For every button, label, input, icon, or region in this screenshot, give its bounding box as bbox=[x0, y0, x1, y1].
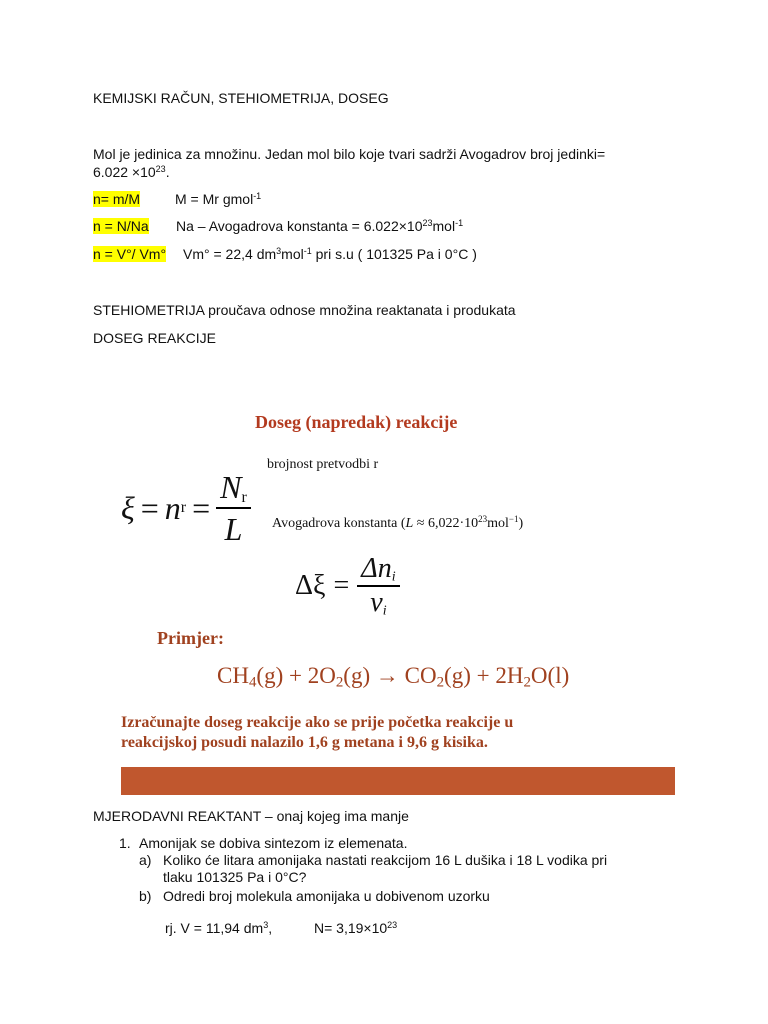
section-heading-doseg: DOSEG REAKCIJE bbox=[93, 330, 216, 346]
sub-item-b: Odredi broj molekula amonijaka u dobivenom uzorku bbox=[163, 888, 490, 904]
exponent: −1 bbox=[508, 514, 519, 524]
formula-row-1-desc bbox=[175, 190, 261, 208]
slide-footer-bar bbox=[121, 767, 675, 795]
unit-mol: mol bbox=[487, 516, 509, 531]
xi-symbol: ξ bbox=[121, 489, 135, 526]
slide-title: Doseg (napredak) reakcije bbox=[255, 412, 458, 432]
exponent: -1 bbox=[303, 246, 312, 256]
close-paren: ) bbox=[518, 516, 524, 531]
comma: , bbox=[268, 920, 273, 936]
molar-mass-desc: M = Mr gmol bbox=[175, 191, 254, 207]
denominator bbox=[366, 587, 390, 619]
delta-xi: Δξ bbox=[295, 569, 326, 601]
sub-item-a-line-1: Koliko će litara amonijaka nastati reakcijom 16 L dušika i 18 L vodika pri bbox=[163, 852, 608, 868]
formula-mass: n= m/M bbox=[93, 191, 141, 207]
equals-sign: = bbox=[333, 569, 350, 601]
exponent: 3 bbox=[276, 246, 282, 256]
label-avogadro bbox=[272, 516, 523, 532]
formula-volume: n = V°/ Vm° bbox=[93, 246, 167, 262]
slide-image bbox=[121, 385, 675, 795]
equals-sign: = bbox=[140, 489, 159, 526]
page-title: KEMIJSKI RAČUN, STEHIOMETRIJA, DOSEG bbox=[93, 90, 389, 106]
n-symbol: n bbox=[164, 489, 181, 526]
denominator: L bbox=[224, 510, 243, 547]
limiting-reactant-definition: MJERODAVNI REAKTANT – onaj kojeg ima manje bbox=[93, 808, 409, 824]
sub-item-a bbox=[163, 852, 607, 886]
list-number-1: 1. bbox=[119, 835, 131, 851]
label-brojnost: brojnost pretvodbi r bbox=[267, 457, 379, 472]
delta-extent-equation bbox=[295, 553, 400, 619]
exponent: 23 bbox=[155, 164, 166, 174]
subscript-i: i bbox=[391, 569, 396, 585]
exponent: -1 bbox=[253, 191, 262, 201]
reaction-equation: $CH_4(g) + 2O_2(g) \to CO_2(g) + 2H_2O(l)$ bbox=[217, 663, 570, 691]
numerator bbox=[357, 553, 399, 585]
avogadro-constant-desc: Na – Avogadrova konstanta = 6.022×10 bbox=[176, 218, 423, 234]
period: . bbox=[165, 164, 170, 180]
subscript-i: i bbox=[382, 603, 387, 618]
stoichiometry-definition: STEHIOMETRIJA proučava odnose množina reaktanata i produkata bbox=[93, 302, 516, 318]
intro-line-1: Mol je jedinica za množinu. Jedan mol bilo koje tvari sadrži Avogadrov broj jedinki= bbox=[93, 146, 606, 162]
answer-molecules bbox=[314, 919, 397, 937]
answer-volume bbox=[165, 919, 272, 937]
exponent: 23 bbox=[387, 920, 398, 930]
exponent: 23 bbox=[478, 514, 488, 524]
sub-item-a-line-2: tlaku 101325 Pa i 0°C? bbox=[163, 869, 307, 885]
unit-mol: mol bbox=[432, 218, 456, 234]
unit-mol: mol bbox=[281, 246, 304, 262]
task-line-1: Izračunajte doseg reakcije ako se prije početka reakcije u bbox=[121, 714, 514, 731]
formula-row-3-desc bbox=[183, 245, 477, 263]
answer-volume-text: rj. V = 11,94 dm bbox=[165, 920, 264, 936]
numerator bbox=[216, 467, 251, 507]
formula-row-2-desc bbox=[176, 217, 463, 235]
nu-symbol: ν bbox=[370, 586, 383, 618]
equals-sign-2: = bbox=[192, 489, 211, 526]
exponent: 3 bbox=[263, 920, 269, 930]
avogadro-approx: ≈ 6,022·10 bbox=[413, 516, 479, 531]
exponent: -1 bbox=[455, 218, 464, 228]
extent-equation: ξ = n r = $\frac{N_r}{L}$ bbox=[121, 467, 251, 549]
sub-label-b: b) bbox=[139, 888, 152, 904]
example-label: Primjer: bbox=[157, 628, 224, 648]
list-item-1: Amonijak se dobiva sintezom iz elemenata. bbox=[139, 835, 408, 851]
fraction-N-over-L bbox=[216, 467, 251, 549]
formula-row-3 bbox=[93, 245, 166, 263]
answer-molecules-text: N= 3,19×10 bbox=[314, 920, 388, 936]
standard-conditions: pri s.u ( 101325 Pa i 0°C ) bbox=[311, 246, 477, 262]
formula-row-2 bbox=[93, 217, 149, 235]
task-line-2: reakcijskoj posudi nalazilo 1,6 g metana i 9,6 g kisika. bbox=[121, 734, 488, 751]
molar-volume-desc: Vm° = 22,4 dm bbox=[183, 246, 277, 262]
avogadro-value: 6.022 ×10 bbox=[93, 164, 156, 180]
exponent: 23 bbox=[422, 218, 433, 228]
delta-n: Δn bbox=[361, 553, 392, 584]
sub-label-a: a) bbox=[139, 852, 152, 868]
intro-line-2 bbox=[93, 163, 170, 181]
avogadro-text: Avogadrova konstanta ( bbox=[272, 516, 406, 531]
N-symbol: N bbox=[220, 469, 242, 505]
formula-row-1 bbox=[93, 190, 140, 208]
L-symbol: L bbox=[405, 516, 414, 531]
task-text bbox=[121, 713, 513, 753]
fraction-dn-over-nu bbox=[357, 553, 399, 619]
subscript-r: r bbox=[241, 489, 247, 506]
formula-particles: n = N/Na bbox=[93, 218, 149, 234]
